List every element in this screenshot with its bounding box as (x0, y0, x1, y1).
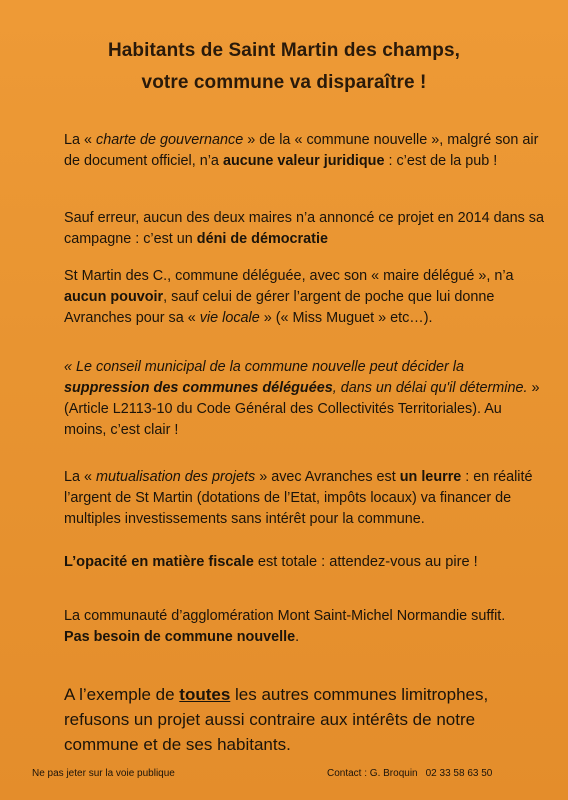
paragraph-agglomeration (64, 606, 544, 648)
bold-text: aucun pouvoir (64, 289, 164, 305)
bold-text: aucune valeur juridique (222, 153, 385, 169)
italic-text: « Le conseil municipal de la commune nouvelle peut décider la (64, 359, 464, 375)
text: . (295, 629, 300, 645)
bold-text: un leurre (399, 469, 462, 485)
text: St Martin des C., commune déléguée, avec son « maire délégué », n’a (64, 268, 514, 284)
bold-text: déni de démocratie (196, 231, 328, 247)
text: La « (64, 132, 97, 148)
paragraph-charte (64, 130, 544, 172)
text: A l’exemple de (64, 685, 180, 704)
text: Sauf erreur, aucun des deux maires n’a annoncé ce projet en 2014 dans sa campagne : c’est un (64, 210, 545, 247)
paragraph-opacite (64, 552, 544, 573)
footer-notice: Ne pas jeter sur la voie publique (32, 768, 175, 779)
text: » de la « commune nouvelle », malgré son air de document officiel, n’a (64, 132, 539, 169)
paragraph-article-loi (64, 357, 544, 441)
text: est totale : attendez-vous au pire ! (253, 554, 478, 570)
text: , sauf celui de gérer l’argent de poche que lui donne Avranches pour sa « (64, 289, 495, 326)
text: : c’est de la pub ! (384, 153, 498, 169)
underlined-text: toutes (179, 685, 231, 704)
footer-contact (327, 768, 492, 779)
bold-italic-text: suppression des communes déléguées (64, 380, 333, 396)
paragraph-pouvoir (64, 266, 544, 329)
text: refusons un projet aussi contraire aux intérêts de notre commune et de ses habitants. (64, 710, 476, 754)
bold-text: Pas besoin de commune nouvelle (64, 629, 296, 645)
text: les autres communes limitrophes, (230, 685, 489, 704)
bold-text: L’opacité en matière fiscale (64, 554, 254, 570)
contact-name: Contact : G. Broquin (327, 768, 418, 779)
text: La « (64, 469, 97, 485)
text: » avec Avranches est (255, 469, 400, 485)
italic-text: charte de gouvernance (96, 132, 244, 148)
paragraph-mutualisation (64, 467, 544, 530)
paragraph-democratie (64, 208, 544, 250)
contact-phone: 02 33 58 63 50 (425, 768, 493, 779)
italic-text: mutualisation des projets (96, 469, 256, 485)
text: » (« Miss Muguet » etc…). (259, 310, 433, 326)
text: » (Article L2113-10 du Code Général des Collectivités Territoriales). Au moins, c’est clair ! (64, 380, 540, 438)
headline-line-1: Habitants de Saint Martin des champs, (107, 40, 461, 61)
italic-text: vie locale (199, 310, 260, 326)
italic-text: , dans un délai qu'il détermine. (332, 380, 528, 396)
text: La communauté d’agglomération Mont Saint-Michel Normandie suffit. (64, 608, 506, 624)
headline-line-2: votre commune va disparaître ! (141, 72, 427, 93)
paragraph-appel (64, 682, 534, 757)
text: : en réalité l’argent de St Martin (dotations de l’Etat, impôts locaux) va financer de multiples investissements sans intérêt pour la commune. (64, 469, 533, 527)
